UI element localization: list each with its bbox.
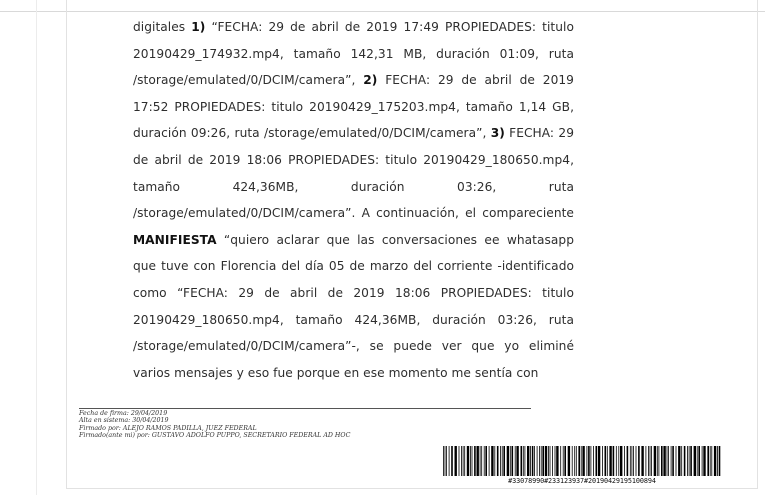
barcode-bar	[527, 446, 529, 476]
barcode-bar	[534, 446, 535, 476]
barcode-bar	[618, 446, 619, 476]
barcode-bar	[512, 446, 514, 476]
barcode-bar	[507, 446, 509, 476]
barcode-number: #33078990#233123937#20190429195100894	[508, 477, 656, 485]
barcode-bar	[446, 446, 447, 476]
barcode-bar	[470, 446, 471, 476]
barcode-bar	[661, 446, 663, 476]
barcode-bar	[605, 446, 607, 476]
barcode-bar	[591, 446, 592, 476]
signing-date: Fecha de firma: 29/04/2019	[79, 410, 168, 417]
barcode-bar	[624, 446, 625, 476]
barcode-bar	[687, 446, 688, 476]
barcode-bar	[532, 446, 534, 476]
barcode-bar	[593, 446, 594, 476]
barcode-bar	[461, 446, 462, 476]
barcode-bar	[646, 446, 647, 476]
barcode-bar	[474, 446, 476, 476]
signature-rule	[79, 408, 531, 409]
barcode-bar	[467, 446, 469, 476]
left-margin-line	[36, 0, 37, 495]
barcode-bar	[620, 446, 622, 476]
barcode-bar	[636, 446, 637, 476]
barcode-bar	[523, 446, 524, 476]
bold-run: 1)	[191, 20, 206, 34]
barcode-bar	[588, 446, 590, 476]
barcode-bar	[581, 446, 582, 476]
barcode-bar	[489, 446, 490, 476]
bold-run: MANIFIESTA	[133, 232, 217, 247]
barcode-bar	[555, 446, 556, 476]
barcode-bar	[689, 446, 690, 476]
barcode-bar	[707, 446, 709, 476]
barcode-bar	[449, 446, 450, 476]
barcode-bar	[464, 446, 465, 476]
text-run: digitales	[133, 20, 192, 34]
barcode-bar	[574, 446, 575, 476]
document-body	[133, 14, 574, 386]
barcode-bar	[719, 446, 721, 476]
barcode-bar	[497, 446, 499, 476]
barcode-bar	[552, 446, 553, 476]
barcode-bar	[477, 446, 479, 476]
barcode-bar	[596, 446, 598, 476]
barcode-bar	[638, 446, 640, 476]
barcode-bar	[548, 446, 549, 476]
barcode-bar	[697, 446, 698, 476]
barcode-bar	[525, 446, 526, 476]
barcode-bar	[578, 446, 580, 476]
barcode-bar	[485, 446, 487, 476]
barcode-bar	[630, 446, 631, 476]
signed-by-judge: Firmado por: ALEJO RAMOS PADILLA, JUEZ FEDERAL	[79, 424, 257, 432]
barcode-bar	[515, 446, 516, 476]
barcode-bar	[667, 446, 668, 476]
barcode-bar	[545, 446, 547, 476]
barcode-bar	[654, 446, 656, 476]
barcode-bar	[676, 446, 677, 476]
barcode-bar	[459, 446, 460, 476]
barcode-bar	[613, 446, 615, 476]
barcode	[443, 446, 721, 476]
barcode-bar	[521, 446, 523, 476]
barcode-bar	[472, 446, 473, 476]
barcode-bar	[481, 446, 482, 476]
barcode-bar	[564, 446, 566, 476]
barcode-bar	[445, 446, 446, 476]
barcode-bar	[671, 446, 672, 476]
barcode-bar	[516, 446, 518, 476]
barcode-bar	[560, 446, 561, 476]
barcode-bar	[657, 446, 658, 476]
barcode-bar	[633, 446, 634, 476]
barcode-bar	[672, 446, 674, 476]
barcode-bar	[451, 446, 453, 476]
barcode-bar	[556, 446, 558, 476]
barcode-bar	[537, 446, 538, 476]
barcode-bar	[463, 446, 464, 476]
barcode-bar	[609, 446, 611, 476]
barcode-bar	[694, 446, 696, 476]
bold-run: 2)	[363, 73, 378, 88]
barcode-bar	[627, 446, 629, 476]
barcode-bar	[480, 446, 481, 476]
barcode-bar	[582, 446, 584, 476]
text-run: “quiero aclarar que las conversaciones ee whatasapp que tuve con Florencia del día 05 de marzo del corriente -identificado como “FECHA: 29 de abril de 2019 18:06 PROPIEDADES: titulo 20190429_180650.mp4, tamaño 424,36MB, duración 03:26, ruta /storage/emulated/0/DCIM/camera”-, se puede ver que yo eliminé varios mensajes y eso fue porque en ese momento me sentía con	[133, 232, 574, 380]
system-entry-date: Alta en sistema: 30/04/2019	[79, 417, 169, 425]
barcode-bar	[650, 446, 651, 476]
barcode-bar	[717, 446, 718, 476]
barcode-bar	[503, 446, 505, 476]
barcode-bar	[510, 446, 511, 476]
barcode-bar	[576, 446, 577, 476]
barcode-bar	[602, 446, 603, 476]
barcode-bar	[539, 446, 540, 476]
barcode-bar	[690, 446, 692, 476]
barcode-bar	[550, 446, 551, 476]
barcode-bar	[502, 446, 503, 476]
barcode-bar	[491, 446, 493, 476]
text-run: “FECHA: 29 de abril de 2019 17:49 PROPIEDADES: titulo 20190429_174932.mp4, tamaño 142,31 MB, duración 01:09, ruta /storage/emulated/0/DCIM/camera”,	[133, 20, 574, 88]
barcode-bar	[651, 446, 652, 476]
barcode-bar	[541, 446, 542, 476]
barcode-bar	[698, 446, 700, 476]
barcode-bar	[484, 446, 485, 476]
bold-run: 3)	[490, 126, 505, 141]
barcode-bar	[703, 446, 705, 476]
barcode-bar	[607, 446, 608, 476]
barcode-bar	[443, 446, 444, 476]
body-paragraph	[133, 14, 574, 386]
barcode-bar	[663, 446, 665, 476]
barcode-bar	[678, 446, 680, 476]
barcode-bar	[681, 446, 682, 476]
barcode-bar	[530, 446, 531, 476]
barcode-bar	[684, 446, 686, 476]
barcode-bar	[494, 446, 495, 476]
barcode-bar	[587, 446, 588, 476]
barcode-bar	[572, 446, 573, 476]
barcode-bar	[711, 446, 712, 476]
barcode-bar	[714, 446, 716, 476]
barcode-bar	[648, 446, 649, 476]
barcode-bar	[598, 446, 600, 476]
barcode-bar	[563, 446, 564, 476]
barcode-bar	[710, 446, 711, 476]
barcode-bar	[659, 446, 660, 476]
barcode-bar	[632, 446, 633, 476]
text-run: FECHA: 29 de abril de 2019 18:06 PROPIEDADES: titulo 20190429_180650.mp4, tamaño 424,36MB, duración 03:26, ruta /storage/emulated/0/DCIM/camera”. A continuación, el compareciente	[133, 126, 575, 221]
signed-by-secretary: Firmado(ante mi) por: GUSTAVO ADOLFO PUPPO, SECRETARIO FEDERAL AD HOC	[79, 432, 351, 440]
barcode-bar	[455, 446, 457, 476]
text-run: FECHA: 29 de abril de 2019 17:52 PROPIEDADES: titulo 20190429_175203.mp4, tamaño 1,14 GB, duración 09:26, ruta /storage/emulated/0/DCIM/camera”,	[133, 73, 574, 141]
signature-block	[79, 410, 519, 440]
barcode-bar	[542, 446, 544, 476]
barcode-bar	[641, 446, 643, 476]
barcode-bar	[668, 446, 669, 476]
barcode-bar	[616, 446, 617, 476]
barcode-bar	[702, 446, 703, 476]
barcode-bar	[500, 446, 501, 476]
barcode-bar	[568, 446, 570, 476]
